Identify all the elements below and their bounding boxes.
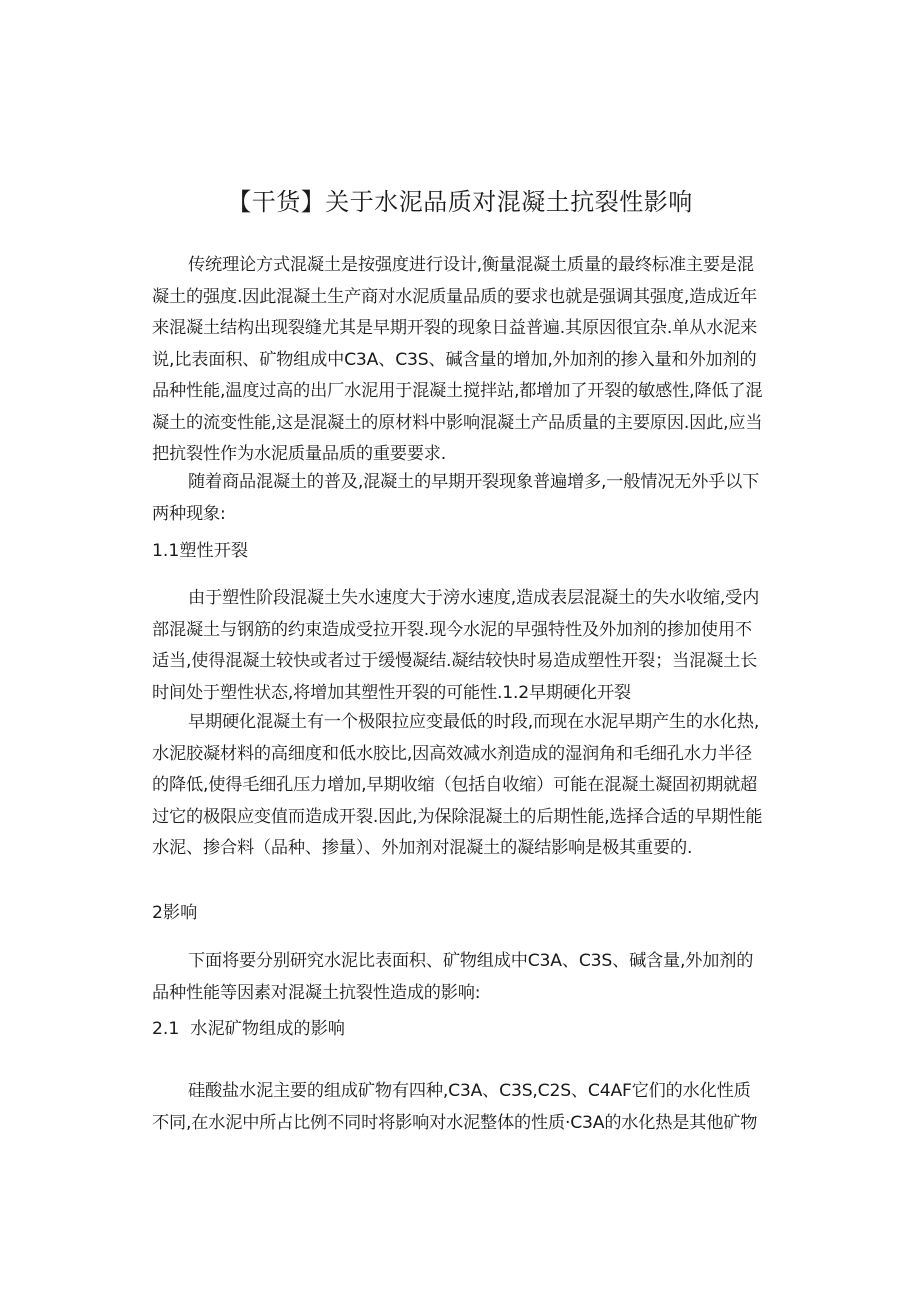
paragraph-phenomena [152,467,772,530]
text-line: 适当,使得混凝土较快或者过于缓慢凝结.凝结较快时易造成塑性开裂；当混凝土长 [152,651,758,671]
text-line: 由于塑性阶段混凝土失水速度大于滂水速度,造成表层混凝土的失水收缩,受内 [188,588,760,608]
text-line: 过它的极限应变值而造成开裂.因此,为保除混凝土的后期性能,选择合适的早期性能 [152,806,763,827]
section-heading-2: 2影响 [152,903,198,923]
text-line: 凝土的强度.因此混凝土生产商对水泥质量品质的要求也就是强调其强度,造成近年 [152,286,758,307]
text-line: 随着商品混凝土的普及,混凝土的早期开裂现象普遍增多,一般情况无外乎以下 [188,472,760,492]
paragraph-early-hardening [152,707,772,865]
section-heading-1-1: 1.1塑性开裂 [152,541,249,561]
paragraph-mineral-composition [152,1076,772,1139]
text-line: 硅酸盐水泥主要的组成矿物有四种,C3A、C3S,C2S、C4AF它们的水化性质 [188,1081,751,1101]
text-line: 的降低,使得毛细孔压力增加,早期收缩（包括自收缩）可能在混凝土凝固初期就超 [152,775,758,795]
section-heading-2-1: 2.1 水泥矿物组成的影响 [152,1019,345,1039]
text-line: 两种现象: [152,503,226,524]
text-line: 品种性能等因素对混凝土抗裂性造成的影响: [152,982,481,1003]
text-line: 凝土的流变性能,这是混凝土的原材料中影响混凝土产品质量的主要原因.因此,应当 [152,412,763,433]
text-line: 水泥、掺合料（品种、掺量）、外加剂对混凝土的凝结影响是极其重要的. [152,838,693,858]
text-line: 下面将要分别研究水泥比表面积、矿物组成中C3A、C3S、碱含量,外加剂的 [188,951,754,971]
page-title: 【干货】关于水泥品质对混凝土抗裂性影响 [227,188,693,216]
paragraph-intro [152,250,772,471]
text-line: 来混凝土结构出现裂缝尤其是早期开裂的现象日益普遍.其原因很宜杂.单从水泥来 [152,318,758,338]
text-line: 把抗裂性作为水泥质量品质的重要要求. [152,444,447,464]
paragraph-influences [152,946,772,1009]
text-line: 不同,在水泥中所占比例不同时将影响对水泥整体的性质·C3A的水化热是其他矿物 [152,1112,758,1133]
text-line: 时间处于塑性状态,将增加其塑性开裂的可能性.1.2早期硬化开裂 [152,682,631,703]
text-line: 品种性能,温度过高的出厂水泥用于混凝土搅拌站,都增加了开裂的敏感性,降低了混 [152,381,763,401]
text-line: 说,比表面积、矿物组成中C3A、C3S、碱含量的增加,外加剂的掺入量和外加剂的 [152,349,757,370]
paragraph-plastic-cracking [152,583,772,709]
text-line: 部混凝土与钢筋的约束造成受拉开裂.现今水泥的早强特性及外加剂的掺加使用不 [152,619,752,640]
text-line: 传统理论方式混凝土是按强度进行设计,衡量混凝土质量的最终标准主要是混 [188,255,754,275]
text-line: 水泥胶凝材料的高细度和低水胶比,因高效减水剂造成的湿润角和毛细孔水力半径 [152,743,752,764]
text-line: 早期硬化混凝土有一个极限拉应变最低的时段,而现在水泥早期产生的水化热, [188,712,760,732]
